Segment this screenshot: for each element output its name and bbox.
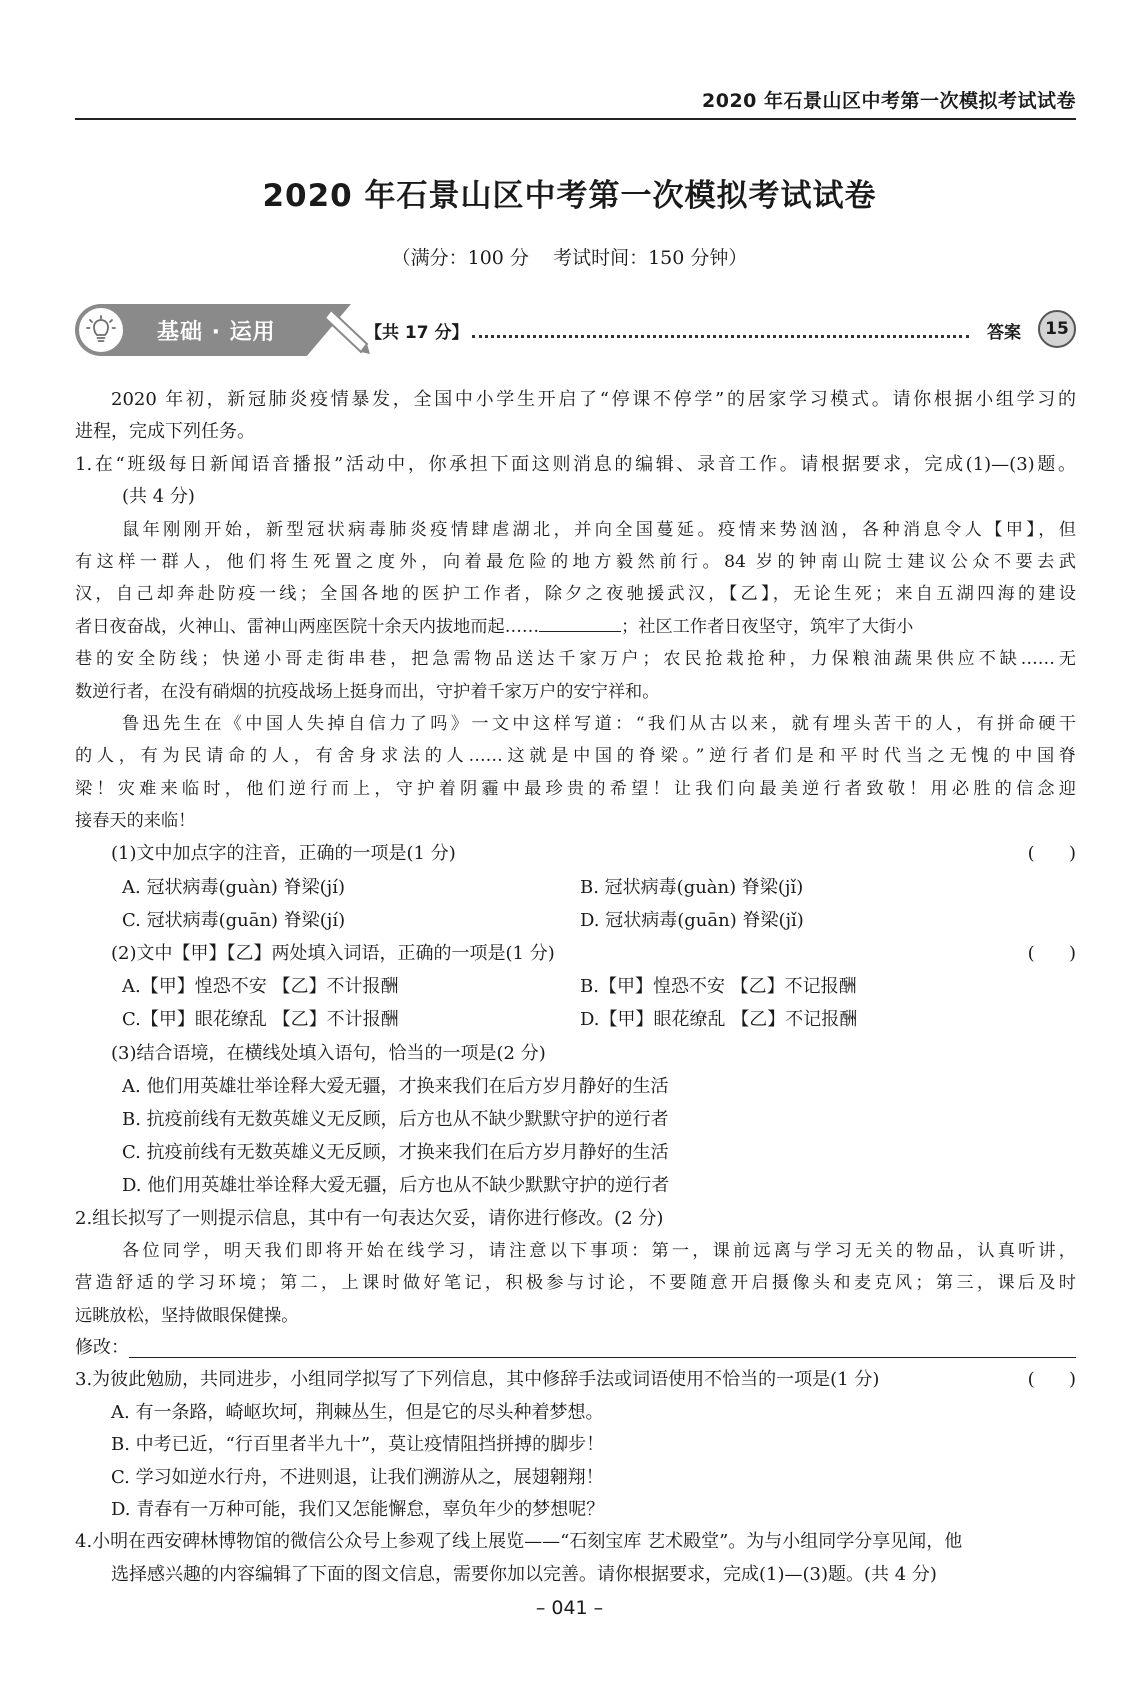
lightbulb-icon bbox=[77, 306, 125, 354]
q1-sub1-stem bbox=[75, 837, 1076, 870]
section-header bbox=[75, 304, 1076, 356]
q4-stem: 选择感兴趣的内容编辑了下面的图文信息，需要你加以完善。请你根据要求，完成(1)—(3)题。(共 4 分) bbox=[111, 1563, 937, 1585]
intro-line: 2020 年初，新冠肺炎疫情暴发，全国中小学生开启了“停课不停学”的居家学习模式。请你根据小组学习的 bbox=[111, 389, 1076, 410]
answer-page-badge: 15 bbox=[1038, 310, 1076, 348]
option-a: A.【甲】惶恐不安 【乙】不计报酬 bbox=[122, 976, 399, 998]
option-c: C. 抗疫前线有无数英雄义无反顾，才换来我们在后方岁月静好的生活 bbox=[122, 1142, 669, 1164]
option-d: D.【甲】眼花缭乱 【乙】不记报酬 bbox=[580, 1009, 858, 1031]
q1-sub2-stem bbox=[75, 937, 1076, 970]
q1-passage-line bbox=[75, 611, 1076, 643]
q1-stem: 1.在“班级每日新闻语音播报”活动中，你承担下面这则消息的编辑、录音工作。请根据要求，完成(1)—(3)题。 bbox=[75, 453, 1076, 475]
q2-stem: 2.组长拟写了一则提示信息，其中有一句表达欠妥，请你进行修改。(2 分) bbox=[75, 1207, 664, 1229]
dotted-leader bbox=[472, 335, 969, 338]
option-row bbox=[75, 1003, 1076, 1036]
answer-line bbox=[129, 1357, 1076, 1358]
q1-sub3-stem: (3)结合语境，在横线处填入语句，恰当的一项是(2 分) bbox=[111, 1042, 546, 1064]
page-title: 2020 年石景山区中考第一次模拟考试试卷 bbox=[262, 178, 877, 214]
q2-edit-row bbox=[75, 1332, 1076, 1364]
option-b: B.【甲】惶恐不安 【乙】不记报酬 bbox=[580, 976, 857, 998]
running-header: 2020 年石景山区中考第一次模拟考试试卷 bbox=[702, 90, 1076, 112]
edit-label: 修改： bbox=[75, 1337, 129, 1359]
option-a: A. 冠状病毒(guàn) 脊梁(jí) bbox=[122, 876, 346, 898]
q3-stem-text: 3.为彼此勉励，共同进步，小组同学拟写了下列信息，其中修辞手法或词语使用不恰当的一项是(1 分) bbox=[75, 1369, 880, 1391]
option-d: D. 他们用英雄壮举诠释大爱无疆，后方也从不缺少默默守护的逆行者 bbox=[122, 1175, 670, 1197]
exam-info: （满分：100 分 考试时间：150 分钟） bbox=[391, 247, 748, 269]
q1-passage-line: 数逆行者，在没有硝烟的抗疫战场上挺身而出，守护着千家万户的安宁祥和。 bbox=[75, 681, 660, 702]
option-row bbox=[75, 871, 1076, 904]
q1-passage-line: 鲁迅先生在《中国人失掉自信力了吗》一文中这样写道：“我们从古以来，就有埋头苦干的人，有拼命硬干 bbox=[122, 713, 1076, 734]
option-a: A. 他们用英雄壮举诠释大爱无疆，才换来我们在后方岁月静好的生活 bbox=[122, 1075, 669, 1097]
question-body bbox=[75, 384, 1076, 1591]
q4-stem: 4.小明在西安碑林博物馆的微信公众号上参观了线上展览——“石刻宝库 艺术殿堂”。为与小组同学分享见闻，他 bbox=[75, 1531, 963, 1553]
section-total-score: 【共 17 分】 bbox=[365, 323, 469, 343]
option-c: C. 学习如逆水行舟，不进则退，让我们溯游从之，展翅翱翔！ bbox=[111, 1466, 604, 1488]
option-c: C.【甲】眼花缭乱 【乙】不计报酬 bbox=[122, 1009, 399, 1031]
header-rule bbox=[75, 118, 1076, 120]
q1-stem: (共 4 分) bbox=[122, 486, 195, 508]
answer-label: 答案 bbox=[987, 323, 1021, 343]
option-d: D. 冠状病毒(guān) 脊梁(jǐ) bbox=[580, 909, 804, 931]
section-name: 基础 · 运用 bbox=[157, 320, 276, 345]
option-b: B. 冠状病毒(guàn) 脊梁(jǐ) bbox=[580, 876, 804, 898]
q1-passage-line: 的人，有为民请命的人，有舍身求法的人……这就是中国的脊梁。”逆行者们是和平时代当之无愧的中国脊 bbox=[75, 746, 1076, 767]
option-c: C. 冠状病毒(guān) 脊梁(jí) bbox=[122, 909, 346, 931]
answer-bracket: ( ) bbox=[1027, 843, 1076, 865]
passage-text: 者日夜奋战，火神山、雷神山两座医院十余天内拔地而起…… bbox=[75, 616, 540, 637]
pencil-icon bbox=[323, 306, 371, 356]
q1-passage-line: 有这样一群人，他们将生死置之度外，向着最危险的地方毅然前行。84 岁的钟南山院士建议公众不要去武 bbox=[75, 551, 1076, 572]
q2-passage-line: 营造舒适的学习环境；第二，上课时做好笔记，积极参与讨论，不要随意开启摄像头和麦克风；第三，课后及时 bbox=[75, 1273, 1076, 1294]
sub-stem-text: (1)文中加点字的注音，正确的一项是(1 分) bbox=[111, 843, 456, 865]
option-row bbox=[75, 970, 1076, 1003]
q1-passage-line: 接春天的来临！ bbox=[75, 811, 196, 832]
option-row bbox=[75, 904, 1076, 937]
option-b: B. 抗疫前线有无数英雄义无反顾，后方也从不缺少默默守护的逆行者 bbox=[122, 1108, 669, 1130]
passage-text: ；社区工作者日夜坚守，筑牢了大街小 bbox=[621, 616, 914, 637]
option-b: B. 中考已近，“行百里者半九十”，莫让疫情阻挡拼搏的脚步！ bbox=[111, 1434, 605, 1456]
q3-stem bbox=[75, 1364, 1076, 1396]
page-number: – 041 – bbox=[535, 1597, 604, 1619]
q1-passage-line: 鼠年刚刚开始，新型冠状病毒肺炎疫情肆虐湖北，并向全国蔓延。疫情来势汹汹，各种消息令人【甲】，但 bbox=[122, 519, 1076, 540]
answer-bracket: ( ) bbox=[1027, 943, 1076, 965]
sub-stem-text: (2)文中【甲】【乙】两处填入词语，正确的一项是(1 分) bbox=[111, 943, 555, 965]
q2-passage-line: 各位同学，明天我们即将开始在线学习，请注意以下事项：第一，课前远离与学习无关的物品，认真听讲， bbox=[122, 1240, 1076, 1261]
option-a: A. 有一条路，崎岖坎坷，荆棘丛生，但是它的尽头种着梦想。 bbox=[111, 1401, 604, 1423]
option-d: D. 青春有一万种可能，我们又怎能懈怠，辜负年少的梦想呢？ bbox=[111, 1499, 605, 1521]
q1-passage-line: 巷的安全防线；快递小哥走街串巷，把急需物品送达千家万户；农民抢栽抢种，力保粮油蔬果供应不缺……无 bbox=[75, 649, 1076, 670]
q1-passage-line: 汉，自己却奔赴防疫一线；全国各地的医护工作者，除夕之夜驰援武汉，【乙】，无论生死；来自五湖四海的建设 bbox=[75, 584, 1076, 605]
intro-line: 进程，完成下列任务。 bbox=[75, 421, 255, 443]
q2-passage-line: 远眺放松，坚持做眼保健操。 bbox=[75, 1305, 299, 1326]
q1-passage-line: 梁！灾难来临时，他们逆行而上，守护着阴霾中最珍贵的希望！让我们向最美逆行者致敬！用必胜的信念迎 bbox=[75, 778, 1076, 799]
answer-bracket: ( ) bbox=[1027, 1369, 1076, 1391]
fill-in-blank bbox=[539, 613, 621, 632]
